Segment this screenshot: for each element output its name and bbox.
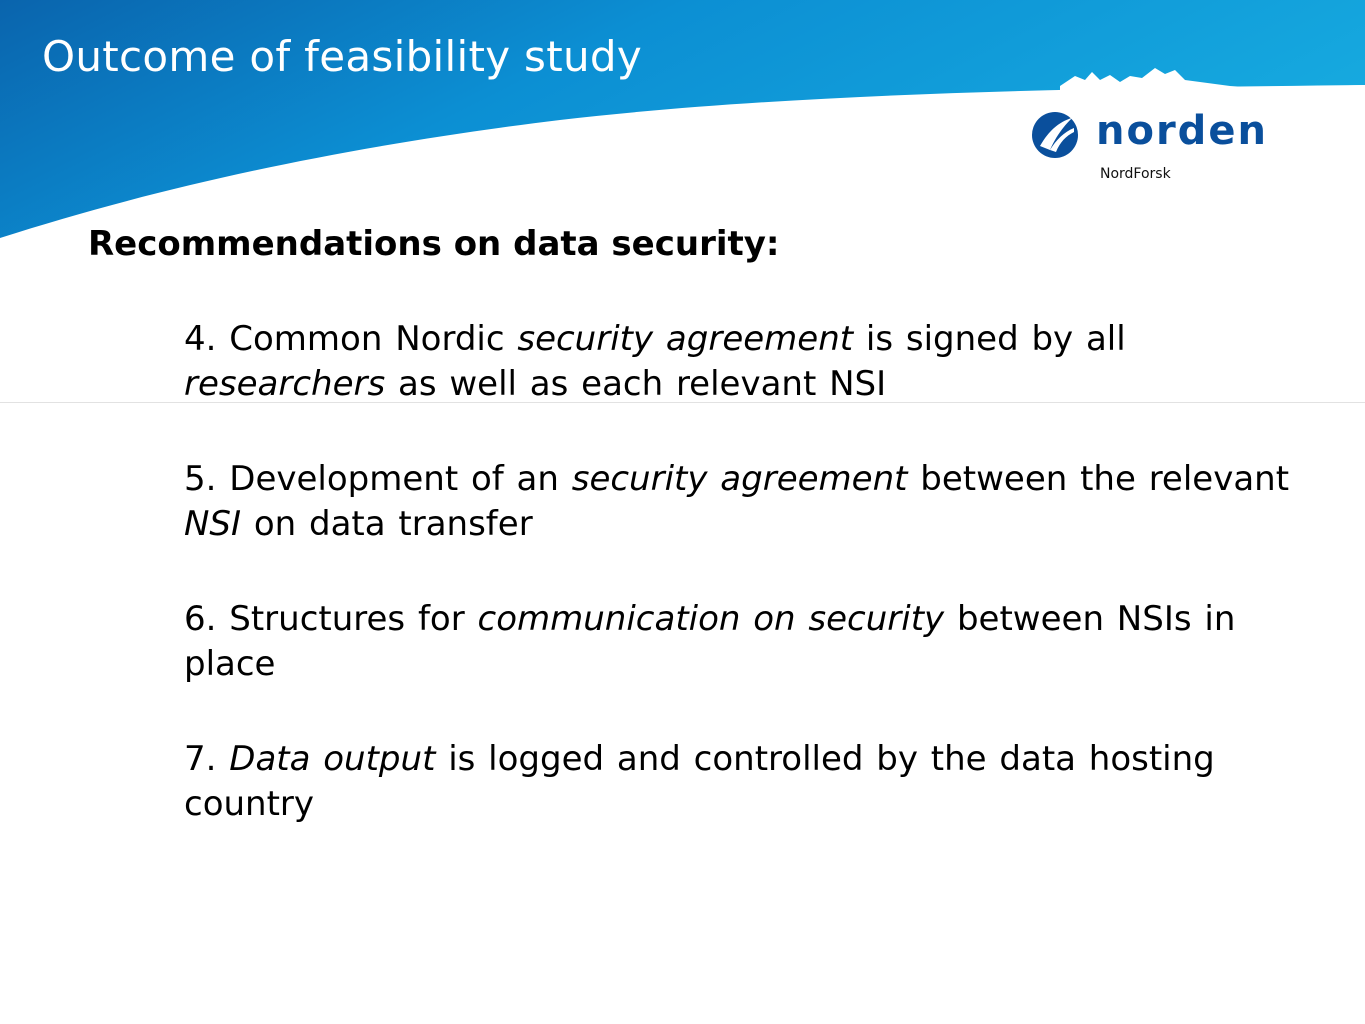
emphasized-text: Data output [229, 739, 436, 779]
recommendation-number: 5. [184, 459, 217, 499]
logo-subtitle: NordForsk [1100, 166, 1171, 182]
recommendation-text: Structures for [229, 599, 478, 639]
recommendation-item [184, 457, 1294, 547]
recommendation-item [184, 737, 1294, 827]
section-heading: Recommendations on data security: [88, 224, 780, 264]
logo-wordmark: norden [1096, 108, 1268, 154]
slide-title: Outcome of feasibility study [42, 32, 643, 81]
recommendation-number: 4. [184, 319, 217, 359]
recommendation-item [184, 317, 1294, 407]
emphasized-text: researchers [184, 364, 386, 404]
recommendation-text: between the relevant [907, 459, 1290, 499]
recommendation-text: between NSIs in place [184, 599, 1236, 684]
recommendation-list [184, 317, 1294, 877]
recommendation-number: 6. [184, 599, 217, 639]
emphasized-text: communication on security [477, 599, 945, 639]
norden-logo [1030, 110, 1270, 190]
recommendation-text: is logged and controlled by the data hosting country [184, 739, 1215, 824]
recommendation-text: as well as each relevant NSI [385, 364, 887, 404]
recommendation-text: Common Nordic [229, 319, 518, 359]
swan-emblem-icon [1030, 110, 1080, 160]
emphasized-text: security agreement [517, 319, 854, 359]
recommendation-text: is signed by all [853, 319, 1126, 359]
recommendation-number: 7. [184, 739, 217, 779]
emphasized-text: security agreement [571, 459, 908, 499]
recommendation-item [184, 597, 1294, 687]
recommendation-text: Development of an [229, 459, 572, 499]
emphasized-text: NSI [184, 504, 242, 544]
recommendation-text: on data transfer [241, 504, 533, 544]
